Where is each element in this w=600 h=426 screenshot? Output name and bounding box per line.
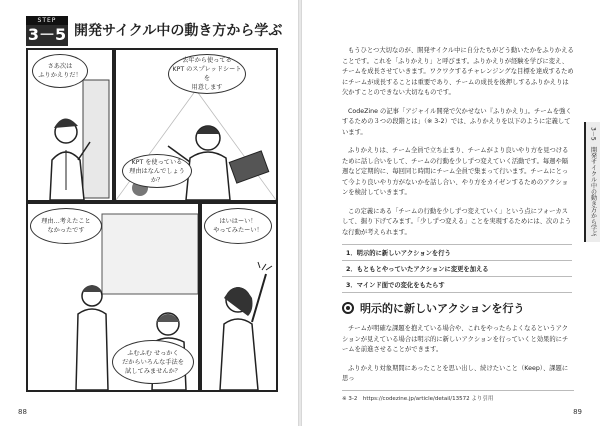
side-tab: 3－5 開発サイクル中の動き方から学ぶ [584,122,600,242]
speech-bubble-3 [122,154,192,188]
step-number: 3－5 [27,25,67,44]
body-text-2 [342,324,574,393]
manga-panel-2 [114,48,278,202]
bubble-3-text: KPT を使っている 理由はなんでしょうか？ [129,158,185,184]
right-page [302,0,600,426]
left-page-number: 88 [18,408,27,416]
bubble-4-text: 理由…考えたこと なかったです [41,218,91,234]
bubble-5-text: はいはーい！ やってみたーい！ [213,218,263,234]
step-label: STEP [26,16,68,25]
right-page-number: 89 [573,408,582,416]
step-badge [26,16,68,46]
sub-heading [342,300,524,316]
speech-bubble-1 [32,54,88,88]
paragraph-6: ふりかえり対象期間にあったことを思い出し、続けたいこと（Keep）、課題に思っ [342,364,569,382]
paragraph-3: ふりかえりは、チーム全員で立ち止まり、チームがより良いやり方を見つけるために話し合いをして、チームの行動を少しずつ変えていく活動です。毎週や隔週など定期的に、毎回同じ時間にチーム全員で集まって行います。チームにとって今より良いやり方がないかを話し合い、やり方をカイゼンするためのアクションを検討していきます。 [342,147,569,196]
list-item: 3．マインド面での変化をもたらす [342,276,572,293]
speech-bubble-2 [168,54,246,94]
target-icon [342,302,354,314]
speech-bubble-5 [204,208,272,244]
numbered-list [342,244,572,293]
bubble-6-text: ふむふむ せっかく だからいろんな手法を 試してみませんか？ [122,349,184,375]
list-item: 1．明示的に新しいアクションを行う [342,244,572,260]
paragraph-2: CodeZine の記事「アジャイル開発で欠かせない『ふりかえり』。チームを強くするための３つの段階とは」（※ 3-2）では、ふりかえりを以下のように定義しています。 [342,107,572,136]
sub-heading-text: 明示的に新しいアクションを行う [360,302,525,315]
manga-panel-3 [26,202,200,392]
bubble-2-text: 去年から使ってる KPT のスプレッドシートを 用意します [172,57,242,91]
speech-bubble-4 [30,208,102,244]
section-title: 開発サイクル中の動き方から学ぶ [74,23,283,39]
manga-panel-4 [200,202,278,392]
paragraph-4: この定義にある「チームの行動を少しずつ変えていく」という点にフォーカスして、掘り下げてみます。「少しずつ変える」ことを実現するためには、次のような行動が考えられます。 [342,207,572,236]
footnote: ※ 3-2 https://codezine.jp/article/detail/13572 より引用 [342,390,574,402]
list-item: 2．もともとやっていたアクションに変更を加える [342,260,572,276]
body-text [342,46,574,246]
paragraph-1: もうひとつ大切なのが、開発サイクル中に自分たちがどう動いたかをふりかえることです。これを「ふりかえり」と呼びます。ふりかえりが経験を学びに変え、チームを成長させていきます。ワクワクするチャレンジングな目標を達成するためにチームが成長することは重要であり、チームの成長を後押しするふりかえりは欠かすことのできない大切なものです。 [342,47,574,96]
paragraph-5: チームが明確な課題を抱えている場合や、これをやったらよくなるというアクションが見えている場合は明示的に新しいアクションを行っていくと効果的にチームを前進させることができます。 [342,325,569,353]
speech-bubble-6 [112,340,194,384]
bubble-1-text: さあ次は ふりかえりだ！ [38,63,82,79]
left-page [0,0,298,426]
manga-panel-1 [26,48,114,202]
